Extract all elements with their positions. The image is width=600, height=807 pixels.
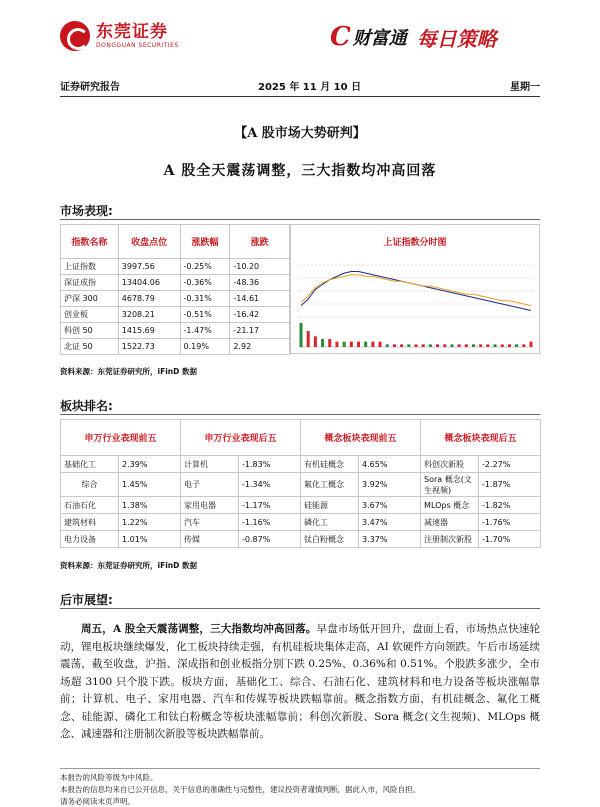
market-source: 资料来源：东莞证券研究所，iFinD 数据 [60, 367, 197, 376]
index-chg: 2.92 [230, 339, 290, 355]
sw-top-pct: 1.01% [119, 531, 181, 548]
sw-bottom-name: 家用电器 [181, 497, 239, 514]
sector-heading-divider [60, 414, 540, 415]
col-chg: 涨跌 [230, 225, 290, 259]
index-chg: -10.20 [230, 259, 290, 275]
page-subtitle: A 股全天震荡调整，三大指数均冲高回落 [163, 163, 437, 179]
dongguan-securities-logo [60, 16, 180, 56]
market-heading: 市场表现: [60, 204, 113, 218]
chart-volume-bar [357, 342, 360, 347]
index-name: 沪深 300 [61, 291, 119, 307]
sector-row [61, 497, 541, 514]
header-sw-top5: 申万行业表现前五 [61, 420, 181, 456]
sector-row [61, 473, 541, 497]
sw-top-pct: 2.39% [119, 456, 181, 473]
chart-volume-bar [321, 339, 324, 347]
report-header [0, 0, 600, 72]
concept-top-name: 有机硅概念 [301, 456, 359, 473]
concept-top-pct: 4.65% [359, 456, 421, 473]
chart-volume-bar [530, 342, 533, 347]
outlook-body: 早盘市场低开回升，盘面上看，市场热点快速轮动，锂电板块继续爆发，化工板块持续走强，有机硅板块集体走高，AI 软硬件方向领跌。午后市场延续震荡，截至收盘，沪指、深成指和创业板指分别下跌 0.25%、0.36%和 0.51%。个股跌多涨少，全市场超 3100 只个股下跌。板块方面，基础化工、综合、石油石化、建筑材料和电力设备等板块涨幅靠前；计算机、电子、家用电器、汽车和传媒等板块跌幅靠前。概念指数方面，有机硅概念、氟化工概念、硅能源、磷化工和钛白粉概念等板块涨幅靠前；科创次新股、Sora 概念(文生视频)、MLOps 概念、减速器和注册制次新股等板块跌幅靠前。 [60, 623, 540, 740]
report-date: 2025 年 11 月 10 日 [258, 82, 362, 93]
index-chg: -14.61 [230, 291, 290, 307]
concept-bottom-name: MLOps 概念 [421, 497, 479, 514]
chart-volume-bar [501, 344, 504, 347]
chart-average-line [301, 275, 531, 306]
index-close: 3208.21 [118, 307, 180, 323]
index-chg: -48.36 [230, 275, 290, 291]
chart-volume-bar [371, 342, 374, 347]
concept-bottom-name: Sora 概念(文生视频) [421, 473, 479, 497]
index-pct: -0.36% [180, 275, 230, 291]
chart-volume-bar [472, 344, 475, 347]
index-row [61, 291, 290, 307]
index-name: 上证指数 [61, 259, 119, 275]
index-row [61, 307, 290, 323]
index-close: 3997.56 [118, 259, 180, 275]
chart-volume-bar [522, 344, 525, 347]
dongguan-logo-icon [60, 21, 90, 51]
sw-top-name: 电力设备 [61, 531, 119, 548]
chart-volume-bar [328, 339, 331, 347]
col-index-name: 指数名称 [61, 225, 119, 259]
chart-volume-bar [379, 342, 382, 347]
concept-top-name: 磷化工 [301, 514, 359, 531]
concept-bottom-pct: -1.87% [479, 473, 541, 497]
index-close: 1415.69 [118, 323, 180, 339]
sw-bottom-pct: -1.34% [239, 473, 301, 497]
col-close: 收盘点位 [118, 225, 180, 259]
chart-volume-bar [415, 344, 418, 347]
sw-top-name: 综合 [61, 473, 119, 497]
caifutong-mark-icon: C [330, 22, 351, 52]
index-close: 4678.79 [118, 291, 180, 307]
footer-disclaimer: 本报告的信息均来自已公开信息，关于信息的准确性与完整性，建议投资者谨慎判断，据此入市，风险自担。 [60, 785, 420, 794]
concept-top-name: 钛白粉概念 [301, 531, 359, 548]
chart-volume-bar [307, 331, 310, 347]
outlook-heading-divider [60, 608, 540, 609]
chart-volume-bar [443, 344, 446, 347]
sw-bottom-name: 电子 [181, 473, 239, 497]
index-row [61, 275, 290, 291]
report-weekday: 星期一 [510, 82, 540, 93]
chart-volume-bar [364, 342, 367, 347]
index-name: 北证 50 [61, 339, 119, 355]
concept-top-pct: 3.92% [359, 473, 421, 497]
sw-bottom-name: 传媒 [181, 531, 239, 548]
chart-volume-bar [479, 344, 482, 347]
sw-bottom-name: 计算机 [181, 456, 239, 473]
index-row [61, 259, 290, 275]
concept-bottom-name: 科创次新股 [421, 456, 479, 473]
report-meta [60, 76, 540, 94]
sector-ranking-table [60, 419, 541, 548]
chart-volume-bar [450, 344, 453, 347]
report-type: 证券研究报告 [60, 82, 120, 93]
chart-volume-bar [393, 344, 396, 347]
sw-top-pct: 1.22% [119, 514, 181, 531]
index-close: 13404.06 [118, 275, 180, 291]
chart-volume-bar [458, 344, 461, 347]
caifutong-name: 财富通 [352, 28, 407, 49]
chart-volume-bar [407, 344, 410, 347]
col-pct: 涨跌幅 [180, 225, 230, 259]
header-sw-bottom5: 申万行业表现后五 [181, 420, 301, 456]
chart-volume-bar [386, 344, 389, 347]
sw-bottom-pct: -1.17% [239, 497, 301, 514]
chart-volume-bar [515, 344, 518, 347]
chart-volume-bar [335, 342, 338, 347]
sector-row [61, 514, 541, 531]
header-concept-bottom5: 概念板块表现后五 [421, 420, 541, 456]
sw-top-name: 基础化工 [61, 456, 119, 473]
sector-source: 资料来源：东莞证券研究所，iFinD 数据 [60, 561, 197, 570]
index-name: 深证成指 [61, 275, 119, 291]
concept-top-name: 氟化工概念 [301, 473, 359, 497]
concept-bottom-pct: -1.76% [479, 514, 541, 531]
logo-name-cn: 东莞证券 [96, 22, 168, 42]
concept-bottom-pct: -1.82% [479, 497, 541, 514]
chart-volume-bar [436, 344, 439, 347]
outlook-lead: 周五，A 股全天震荡调整，三大指数均冲高回落。 [81, 623, 317, 635]
sw-top-pct: 1.38% [119, 497, 181, 514]
chart-volume-bar [486, 344, 489, 347]
chart-volume-bar [422, 344, 425, 347]
chart-volume-bar [494, 344, 497, 347]
concept-top-pct: 3.67% [359, 497, 421, 514]
index-table [60, 224, 290, 355]
outlook-paragraph [60, 621, 540, 744]
sector-row [61, 456, 541, 473]
concept-top-pct: 3.47% [359, 514, 421, 531]
chart-volume-bar [465, 344, 468, 347]
daily-strategy-label: 每日策略 [416, 26, 497, 51]
concept-bottom-name: 减速器 [421, 514, 479, 531]
sw-bottom-name: 汽车 [181, 514, 239, 531]
page-title: 【A 股市场大势研判】 [234, 126, 366, 141]
index-row [61, 323, 290, 339]
market-heading-divider [60, 219, 540, 220]
sw-top-pct: 1.45% [119, 473, 181, 497]
index-chg: -16.42 [230, 307, 290, 323]
sh-intraday-chart [290, 224, 540, 354]
concept-top-name: 硅能源 [301, 497, 359, 514]
sw-bottom-pct: -1.16% [239, 514, 301, 531]
sector-row [61, 531, 541, 548]
concept-bottom-pct: -1.70% [479, 531, 541, 548]
sw-bottom-pct: -0.87% [239, 531, 301, 548]
chart-volume-bar [314, 336, 317, 347]
index-pct: -0.51% [180, 307, 230, 323]
footer-divider [60, 768, 540, 769]
header-concept-top5: 概念板块表现前五 [301, 420, 421, 456]
sw-top-name: 石油石化 [61, 497, 119, 514]
index-close: 1522.73 [118, 339, 180, 355]
intraday-chart-svg [299, 263, 533, 349]
concept-bottom-name: 注册制次新股 [421, 531, 479, 548]
caifutong-logo [330, 20, 497, 54]
chart-volume-bar [343, 342, 346, 347]
concept-top-pct: 3.37% [359, 531, 421, 548]
index-row [61, 339, 290, 355]
index-name: 科创 50 [61, 323, 119, 339]
index-name: 创业板 [61, 307, 119, 323]
chart-volume-bar [508, 344, 511, 347]
header-divider [60, 96, 540, 97]
index-pct: 0.19% [180, 339, 230, 355]
chart-volume-bar [400, 344, 403, 347]
footer-note: 请务必阅读末页声明。 [60, 797, 135, 806]
sw-bottom-pct: -1.83% [239, 456, 301, 473]
index-pct: -0.31% [180, 291, 230, 307]
footer-risk-level: 本报告的风险等级为中风险。 [60, 773, 158, 782]
index-chg: -21.17 [230, 323, 290, 339]
concept-bottom-pct: -2.27% [479, 456, 541, 473]
chart-volume-bar [350, 342, 353, 347]
logo-name-en: DONGGUAN SECURITIES [96, 42, 179, 49]
outlook-heading: 后市展望: [60, 593, 113, 607]
chart-title: 上证指数分时图 [383, 238, 447, 248]
sw-top-name: 建筑材料 [61, 514, 119, 531]
chart-volume-bar [300, 323, 303, 347]
index-pct: -0.25% [180, 259, 230, 275]
chart-volume-bar [429, 344, 432, 347]
index-pct: -1.47% [180, 323, 230, 339]
sector-heading: 板块排名: [60, 399, 113, 413]
